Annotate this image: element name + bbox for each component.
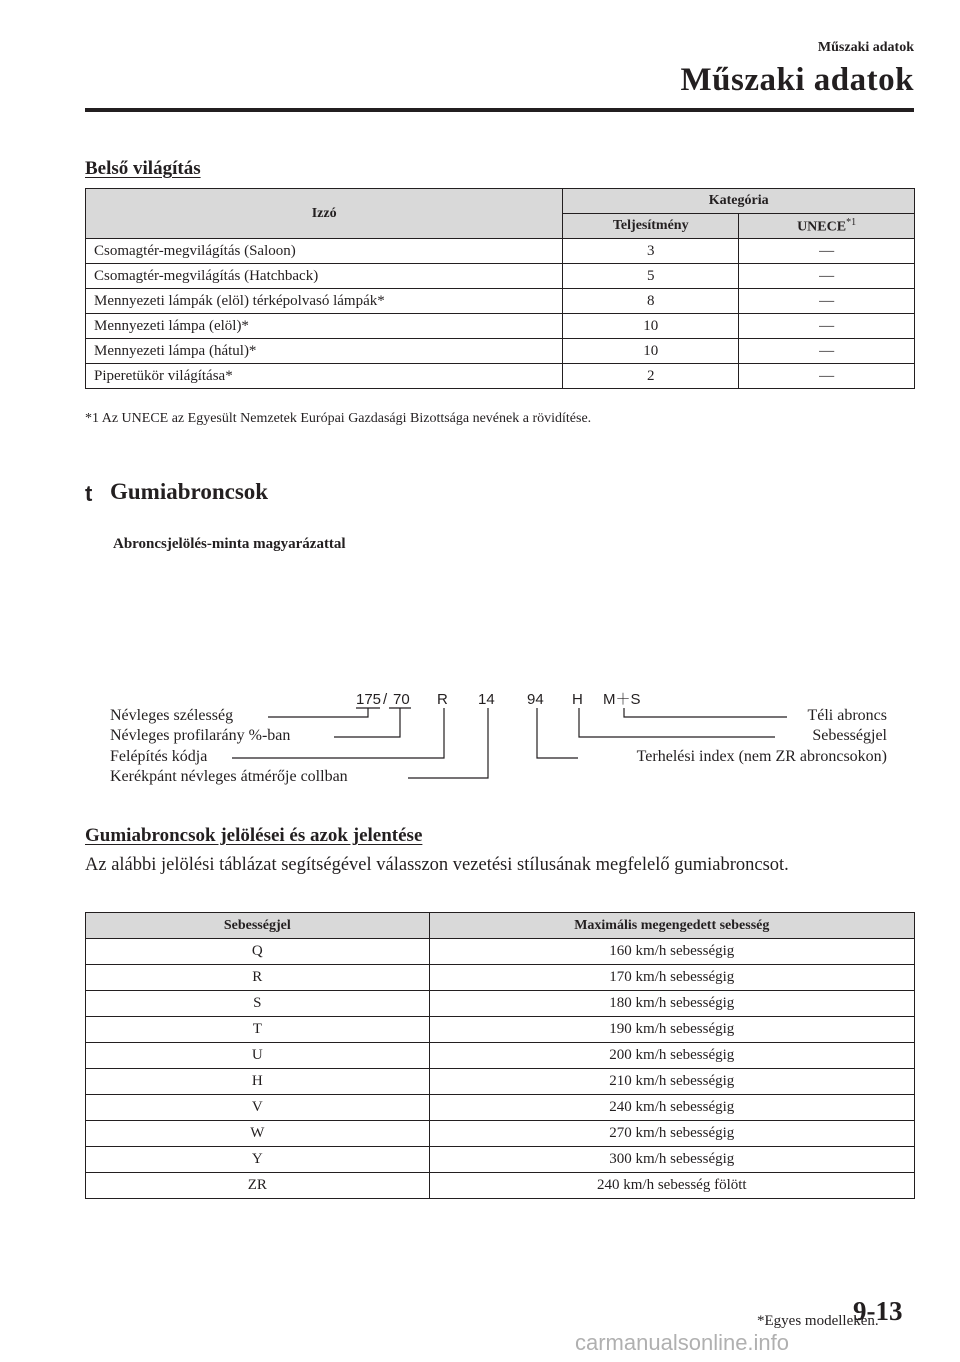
- diagram-title: Abroncsjelölés-minta magyarázattal: [113, 536, 346, 552]
- table-row: [86, 1017, 915, 1043]
- cell-unece: —: [739, 364, 915, 389]
- cell-power: 10: [563, 339, 739, 364]
- code-load: 94: [527, 691, 544, 708]
- cell-symbol: S: [86, 991, 430, 1017]
- leader-rim: [408, 708, 488, 778]
- code-rim: 14: [478, 691, 495, 708]
- table-row: [86, 1095, 915, 1121]
- col-header-bulb: Izzó: [86, 189, 563, 239]
- cell-max: 240 km/h sebességig: [429, 1095, 914, 1121]
- code-width: 175: [356, 691, 382, 708]
- cell-symbol: ZR: [86, 1173, 430, 1199]
- cell-power: 5: [563, 264, 739, 289]
- cell-symbol: U: [86, 1043, 430, 1069]
- cell-power: 3: [563, 239, 739, 264]
- col-header-max-speed: Maximális megengedett sebesség: [429, 913, 914, 939]
- unece-footnote: *1 Az UNECE az Egyesült Nemzetek Európai Gazdasági Bizottsága nevének a rövidítése.: [85, 411, 592, 426]
- label-winter: Téli abroncs: [807, 707, 887, 724]
- leader-speed: [579, 708, 775, 737]
- cell-name: Mennyezeti lámpa (elöl)*: [86, 314, 563, 339]
- code-speed: H: [572, 691, 583, 708]
- cell-power: 2: [563, 364, 739, 389]
- cell-max: 180 km/h sebességig: [429, 991, 914, 1017]
- table-row: [86, 939, 915, 965]
- cell-max: 200 km/h sebességig: [429, 1043, 914, 1069]
- table-row: [86, 965, 915, 991]
- code-construction: R: [437, 691, 448, 708]
- code-ratio: 70: [393, 691, 410, 708]
- footer-note: *Egyes modelleken.: [757, 1313, 879, 1329]
- label-rim: Kerékpánt névleges átmérője collban: [110, 768, 348, 785]
- table-row: [86, 1121, 915, 1147]
- page-number: 9-13: [853, 1296, 903, 1326]
- cell-power: 8: [563, 289, 739, 314]
- cell-name: Mennyezeti lámpák (elöl) térképolvasó lámpák*: [86, 289, 563, 314]
- leader-ratio: [334, 708, 400, 737]
- table-row: [86, 991, 915, 1017]
- table-row: [86, 1069, 915, 1095]
- leader-width: [268, 708, 368, 717]
- cell-unece: —: [739, 264, 915, 289]
- interior-lighting-heading: Belső világítás: [85, 158, 201, 179]
- cell-symbol: V: [86, 1095, 430, 1121]
- tire-marks-intro: Az alábbi jelölési táblázat segítségével válasszon vezetési stílusának megfelelő gumiabroncsot.: [85, 855, 789, 875]
- cell-power: 10: [563, 314, 739, 339]
- label-width: Névleges szélesség: [110, 707, 234, 724]
- table-row: [86, 1173, 915, 1199]
- watermark: carmanualsonline.info: [575, 1330, 790, 1355]
- col-header-category: Kategória: [563, 189, 915, 214]
- cell-symbol: R: [86, 965, 430, 991]
- cell-symbol: T: [86, 1017, 430, 1043]
- col-header-speed-symbol: Sebességjel: [86, 913, 430, 939]
- tires-title: Gumiabroncsok: [110, 479, 269, 504]
- running-header-small: Műszaki adatok: [817, 40, 914, 55]
- cell-max: 240 km/h sebesség fölött: [429, 1173, 914, 1199]
- label-speed: Sebességjel: [812, 727, 887, 744]
- cell-unece: —: [739, 314, 915, 339]
- cell-unece: —: [739, 339, 915, 364]
- cell-max: 270 km/h sebességig: [429, 1121, 914, 1147]
- running-header-title: Műszaki adatok: [680, 62, 914, 98]
- cell-max: 190 km/h sebességig: [429, 1017, 914, 1043]
- cell-name: Piperetükör világítása*: [86, 364, 563, 389]
- table-row: [86, 1147, 915, 1173]
- code-slash: /: [383, 691, 388, 708]
- cell-max: 300 km/h sebességig: [429, 1147, 914, 1173]
- tire-marks-heading: Gumiabroncsok jelölései és azok jelentése: [85, 825, 423, 846]
- label-construction: Felépítés kódja: [110, 748, 208, 765]
- table-row: [86, 1043, 915, 1069]
- col-header-power: Teljesítmény: [563, 214, 739, 239]
- label-load: Terhelési index (nem ZR abroncsokon): [636, 748, 887, 765]
- cell-max: 170 km/h sebességig: [429, 965, 914, 991]
- cell-max: 210 km/h sebességig: [429, 1069, 914, 1095]
- label-ratio: Névleges profilarány %-ban: [110, 727, 291, 744]
- code-winter: M＋S: [603, 691, 641, 708]
- cell-unece: —: [739, 289, 915, 314]
- cell-max: 160 km/h sebességig: [429, 939, 914, 965]
- cell-symbol: W: [86, 1121, 430, 1147]
- cell-name: Mennyezeti lámpa (hátul)*: [86, 339, 563, 364]
- leader-winter: [624, 708, 787, 717]
- leader-load: [537, 708, 578, 758]
- cell-unece: —: [739, 239, 915, 264]
- cell-symbol: Y: [86, 1147, 430, 1173]
- speed-symbol-table: [85, 912, 915, 1199]
- cell-symbol: Q: [86, 939, 430, 965]
- cell-name: Csomagtér-megvilágítás (Saloon): [86, 239, 563, 264]
- col-header-unece: UNECE$^{*1}$: [739, 214, 915, 239]
- cell-symbol: H: [86, 1069, 430, 1095]
- section-marker-icon: t: [85, 481, 93, 506]
- cell-name: Csomagtér-megvilágítás (Hatchback): [86, 264, 563, 289]
